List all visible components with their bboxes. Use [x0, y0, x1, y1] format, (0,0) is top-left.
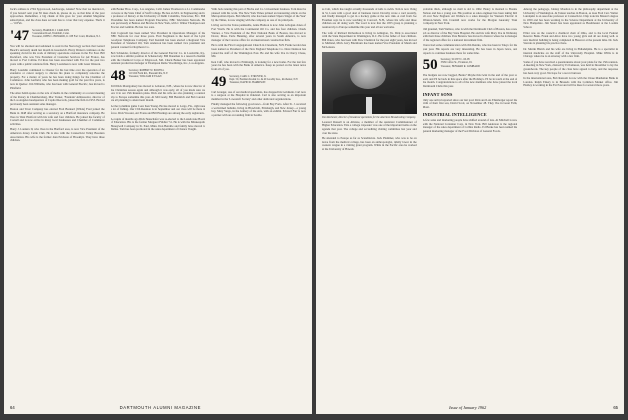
class-section-header — [10, 29, 105, 43]
left-page-footer — [10, 405, 306, 410]
article-paragraph: Bob Schneider, formerly director of the General Electric Co. in Louisville, Ky., now holds a similar position in Schenectady. Bill Daneman is a research chemist with the Chemical Corps at Edgewood, Md. Chuck Barker has been appointed assistant production manager at Thompson Ramo Wooldridge, Inc., Los Angeles. — [110, 50, 206, 66]
class-secretary: Secretary, ROBERT W. POWELL — [128, 68, 165, 72]
left-column-3 — [211, 8, 306, 398]
article-paragraph: Jack's address is 2704 Spycewood, Anchorage, Alaska? Now that we mention it, if you haven't sent your $5 dues check in, please do so, as that time of the year approaches. Remember, a big chunk of this goes for your Alumni Magazine subscription, and the class dues account has to cover that very expense. That's it — 'til Feb. — [10, 8, 105, 26]
article-paragraph: The wife of Richard Richardson is living in Arlington, Va. Dick is associated with the State Department in Washington, D.C. He is the father of four children. Bill Oates, who has been with Dow Chemical for the past eight years, has moved to Midland, Mich. Jerry Blackburn has been named Vice President of Marsh and McLennan. — [322, 30, 417, 49]
article-paragraph: Harry Laudslin commuted to Chester for his last time over the operation of an extensive or cancer surgery to discuss his plans to completely renovate the property. For a matter of years he has been doing things for the Chamber of Commerce. John Garfield, who has been making gold for the past five years, is now in Quebec. Jim Williams, who has been with General Electric, has moved to Pittsfield. — [10, 67, 105, 90]
class-officers — [441, 58, 480, 68]
class-address: Dept. 50, Eastman Kodak Co. & 40 Goodby Ave., Rochester, N.Y. — [229, 77, 299, 81]
right-column-3 — [523, 8, 618, 398]
article-paragraph: Tom Cogswell has been named Vice President in Operations Manager of the NBC Network for over three years. Fred Stegmann is the head of the Lynn Goodyear Telephone Company. Earl Kendall has been elected a Regional Vice President of Standard Oil, Tom Anderson has been named vice president and general counsel for Raytheon Co. — [110, 30, 206, 49]
article-paragraph: Ken Cuff, who moved to Pittsburgh, is looking for a new home. For the last few years he has been with the Bank of America. Keep us posted on the latest news from all of you. — [211, 59, 307, 71]
article-paragraph: Old grandad, Tom Wallace, who is with the Dartmouth Club of Boston, has a new job as director of the Bay State Hospital. He and his wife Mary live in Wellesley with their three children. Pete Barstow has moved to Denver where he is manager of the regional office for a national investment firm. — [422, 26, 518, 42]
page-number-left: 64 — [10, 405, 15, 410]
section-heading: INDUSTRIAL INTELLIGENCE — [422, 112, 487, 118]
article-paragraph: He is with the First Congregational Church in Claremont, N.H. Frank Gordon has been named as President of the New England Telephone Co. Dave Denison has joined the staff of the Washington Post. He and his wife live in Chevy Chase, Md. — [211, 43, 307, 59]
article-paragraph: Dr. Martin Bleich and his wife are living in Philadelphia. He is a specialist in internal medicine on the staff of the University Hospital. Mike Willis is in Chicago where he is an attorney with a law firm. — [523, 46, 619, 59]
class-year: '47 — [10, 27, 30, 44]
left-column-1 — [10, 8, 105, 398]
article-paragraph: Carl Granger, one of our medical specialists, has dropped his Goldstein. Carl now is a surgeon at the Hospital in Oakland. Carl is also serving as an important member in the 'Lowestoft Society' and other dedicated organizations. — [211, 89, 307, 101]
class-section-header — [211, 75, 306, 89]
article-paragraph: You will be shocked and saddened to read in the Necrology section that Gerard Beach's seriously death last month in Greenwich. Harry Dickert continues on the speaking circuit in his work of military operations overseas in the Far East. Bill Rockford, who was Vice President of Customer Services for Air France, has moved to Fort Collins. Ed Ross has been associated with Fox for the past two years with a public relations firm. Harry Lauridsen is now with Great Western. — [10, 43, 105, 66]
issue-date: Issue of January 1962 — [449, 405, 487, 410]
article-paragraph: At the Columbia game I saw Ken Young. He has moved to Largo, Fla., right near a lot of fishing. Our 15th Reunion is in September and our class will be there in force. Dick Wooster, Art Evans and Bill Hastings are among the early registrants. — [110, 103, 206, 116]
class-treasurer: Treasurer, WILLIAM P. EGAN — [128, 75, 162, 79]
left-page-columns — [10, 8, 306, 398]
article-paragraph: The budgets are now bagged, Burns? Maybe this twist in the end of the year so well, and I'll be back in this space after the Holidays. I'll be in touch at the end of the month. Congratulations to all of the new members who have joined the local Dartmouth Clubs this year. — [422, 73, 518, 88]
article-paragraph: with Barker Bros. Corp., Los Angeles, Calif. James Thomson is a Lt. Commander on leave at the State Chief of Staff College. He has an M.S. in Engineering and is a professor of history at the University of Delhi Columbia, Vancouver, B.C. Bill Thorndike has been named Program Executive, NBC Television Network. He was previously at Benton and Bowles in New York, with J. Walter Thompson and Procter and Gamble. He has two sons. — [110, 8, 206, 29]
magazine-title: DARTMOUTH ALUMNI MAGAZINE — [119, 405, 202, 410]
class-section-header — [111, 69, 206, 83]
class-year: 49 — [211, 73, 227, 90]
class-section-header — [423, 58, 518, 72]
class-address: 3309 Colfax St., Evanston, Ill. — [440, 61, 473, 65]
portrait-head — [350, 60, 386, 89]
article-paragraph: Leonard Russell is an Allstate, a member of the Assistant Commissioner of Higher Education. This a college 'exposure' was one of the important items on the agenda that year. The college and accrediting visiting committee last year and over the state. — [322, 119, 417, 135]
class-officers — [129, 69, 168, 79]
article-paragraph: The Alan Zehm spoke on the role of media in the community at a recent meeting of the Rotary in Chambersburg. Mac Turner, 'Fountain' Ambassador, director of the Los Angeles headquarters of Capitol Records, joined the firm in 1953. He had previously been assistant sales manager. — [10, 91, 105, 106]
right-page-footer — [322, 405, 618, 410]
article-paragraph: With Jack running this part of Hoche and Co.'s investment business. Tom must be pleased with his work. The New York Times printed an interesting article on the Metropolitan Opera. Bob Merrill, who has been named 'Opera Singer of the Year' by the Times, is now singing with the company as one of its principals. — [211, 8, 307, 22]
class-secretary: Secretary, CARL C. STROVER, Jr. — [229, 74, 267, 78]
right-column-2 — [423, 8, 518, 398]
article-paragraph: I have had some communication with Jim Dennis, who has been in Tokyo for the past year. His reports are very interesting. He has been in Japan twice, and expects to continue business there for some time. — [422, 43, 518, 55]
article-paragraph: Living out in the Texas panhandle, Arnie Hudson is now John Arbogast-Jones of Fort Worth. He is with the Continental Oil Co. and has four children. Chuck Warner, a Vice President of the First National Bank of Boston, has moved to Dover, Mass. Earle Henning, after several years in South America, is now manager of the Caracas office for an international construction firm. — [211, 23, 307, 42]
class-treasurer: Treasurer, DAVID R. HARRISON — [229, 80, 266, 84]
right-page-columns — [322, 8, 618, 398]
left-page — [4, 4, 312, 414]
right-page — [316, 4, 624, 414]
article-paragraph: He attended to Europe as far as Scandinavia. Jack Plummer, who was to be on leave from the medical college, has been an anthropologist, tidally lower in the western tongue in a visiting grant program. While in the Pacific area he worked at the University of Hawaii. — [322, 136, 417, 151]
article-paragraph: Finally managed the following good news—from Boy Forts. After St. J. received a well-timed bulletin, living in Blowbirdt, Pittsburgh, and New Jersey—a young boy, Mary Vergo, in the Gallery of the Arts, with an exhibit. Edward Farr is now a partner with an accounting firm in Seattle. — [211, 102, 307, 118]
article-paragraph: Elliot was on the council a chemical chair of Ohio, and to the local Federal Reserve Bank. Frank and Alice have two young girls and all are doing well. A new medical building is being completed in Hanover at the present time. Dr. Jack Stevens is planning his practice there. — [523, 30, 619, 46]
left-column-2 — [111, 8, 206, 398]
article-paragraph: as Cub, which has taught actually thousands of kids to swim. Tom is now living in St. Louis with a good deal of business travel. Dorothy wrote a card recently, and finally managed to get in a hockey game at the new rink. A card from Joe Freeman says he is now teaching in Concord, N.H., where his wife and three children are all doing well. The word is now that the 1953 group is planning a reunion trip to Europe sometime this year and all are welcome. — [322, 8, 417, 29]
article-paragraph: probable thick, although no mail is old to 1962. Henry is married to Bonnie Nelson and has a young son. His position as sales engineer has been taking him all over New England. Art Wallace is a sales manager for Western Electric in Winston-Salem. Jim Crandall now works for the Morgan Guaranty Trust Company in New York. — [422, 8, 518, 26]
article-paragraph: Harry J. Landers II, who lives in the Hartford area, is now Vice President of the American Jersey Cattle Club. He is also with the Connecticut Valley Breeders Association. His wife is the former Jean Erickson of Brooklyn. They have three children. — [10, 127, 105, 143]
portrait-photo — [322, 52, 417, 114]
section-heading: INFANT SONS — [422, 91, 453, 97]
class-secretary: Secretary, SCOTT C. OLIN — [440, 58, 470, 62]
article-paragraph: Still Dick Montgomery has moved to Lebanon, N.H., where he is now director of the Christmas season again and although it was early, all of you made sure we saw it in our 15th Reunion plans. Dick and his wife are also planning a reunion trip to Europe sometime this year. Al McCready, Bill Hendrich and Bob Landon are all planning to attend next month. — [110, 83, 206, 103]
class-treasurer: Treasurer, HOWARD R. LOMBARD — [440, 64, 480, 68]
class-year: 50 — [422, 57, 438, 74]
article-paragraph: In the international area, Bob Ransom is now with the Chase Manhattan Bank in London. Ralph Emery is in Brussels with the Common Market office. Jim Hartley is working in the Far East and will be there for several more years. — [523, 76, 619, 88]
class-secretary: Secretary, HAROLD J. CARLSON — [32, 28, 69, 32]
portrait-tie — [366, 97, 372, 113]
article-paragraph: Among the pedagogs, Johnny Moulton is in the philosophy department at the University of Washington. Al Tanner teaches in Boston, as does Fred Carr. Walter Lundquist is an associate professor at Connecticut. Chip took his Master's degree in 1959 and has been working in the Science Department at the University of New Hampshire. Jim Stuart has been appointed as Headmaster at the Loomis School. — [523, 8, 619, 29]
article-paragraph: A couple of months ago Dick Neuschafer was re-elected to the Lansdowne Board of Education. His is the former Margaret Fiddler '51. He is with the Minneapolis Honeywell Company in St. Paul, Minn. Don Hendrie and family have moved to Dallas. Tom has been promoted in the sales department of Chance Vought. — [110, 116, 206, 132]
photo-caption: Don Rochester, director of broadcast operations for the American Broadcasting Company. — [322, 115, 416, 119]
class-address: 3 Ascension Road, Trumbull, Conn. — [32, 32, 70, 36]
article-paragraph: A few sales and marketing people have shifted around of late. Al Mitchell is now with the National Container Corp. in New York. Bill Anderson is the regional manager of the sales department of Collins Radio. Ed Burke has been named the general marketing manager of the Food Division of General Foods. — [422, 118, 518, 134]
class-officers — [32, 29, 100, 39]
class-officers — [229, 75, 298, 85]
article-paragraph: Boston and Trust Company has elected Fred Burnard (Wilde) Fred joined the Bank in 1948 after serving as a secretary on a Hartford insurance company. He lives in West Hartford with his wife and four children. He joined the faculty of Cornell and is now active in many local businesses and Chamber of Commerce activities. — [10, 107, 105, 126]
article-paragraph: Only one arrival reported since our last post: Rick and Lois Ellenberger report the birth of their first son, David Scott, on November 28. They live in Great Falls, Mont. — [422, 97, 518, 109]
page-number-right: 65 — [613, 405, 618, 410]
class-year: 48 — [110, 67, 126, 84]
article-paragraph: Some of you have received a questionnaire about your plans for the 15th reunion. A meeting in New York, chaired by Ed Jameson, was held in December to lay the groundwork. The key people of the class have agreed to help, and the response has been very good. We hope for a record turnout. — [523, 59, 619, 75]
right-column-1 — [322, 8, 417, 398]
class-treasurer: Treasurer, JOHN C. HOWARD, Jr. 188 Fort Court, Madison, N.J. — [32, 35, 101, 39]
class-address: 110 Old Farm Rd., Pleasantville, N.Y. — [128, 72, 169, 76]
